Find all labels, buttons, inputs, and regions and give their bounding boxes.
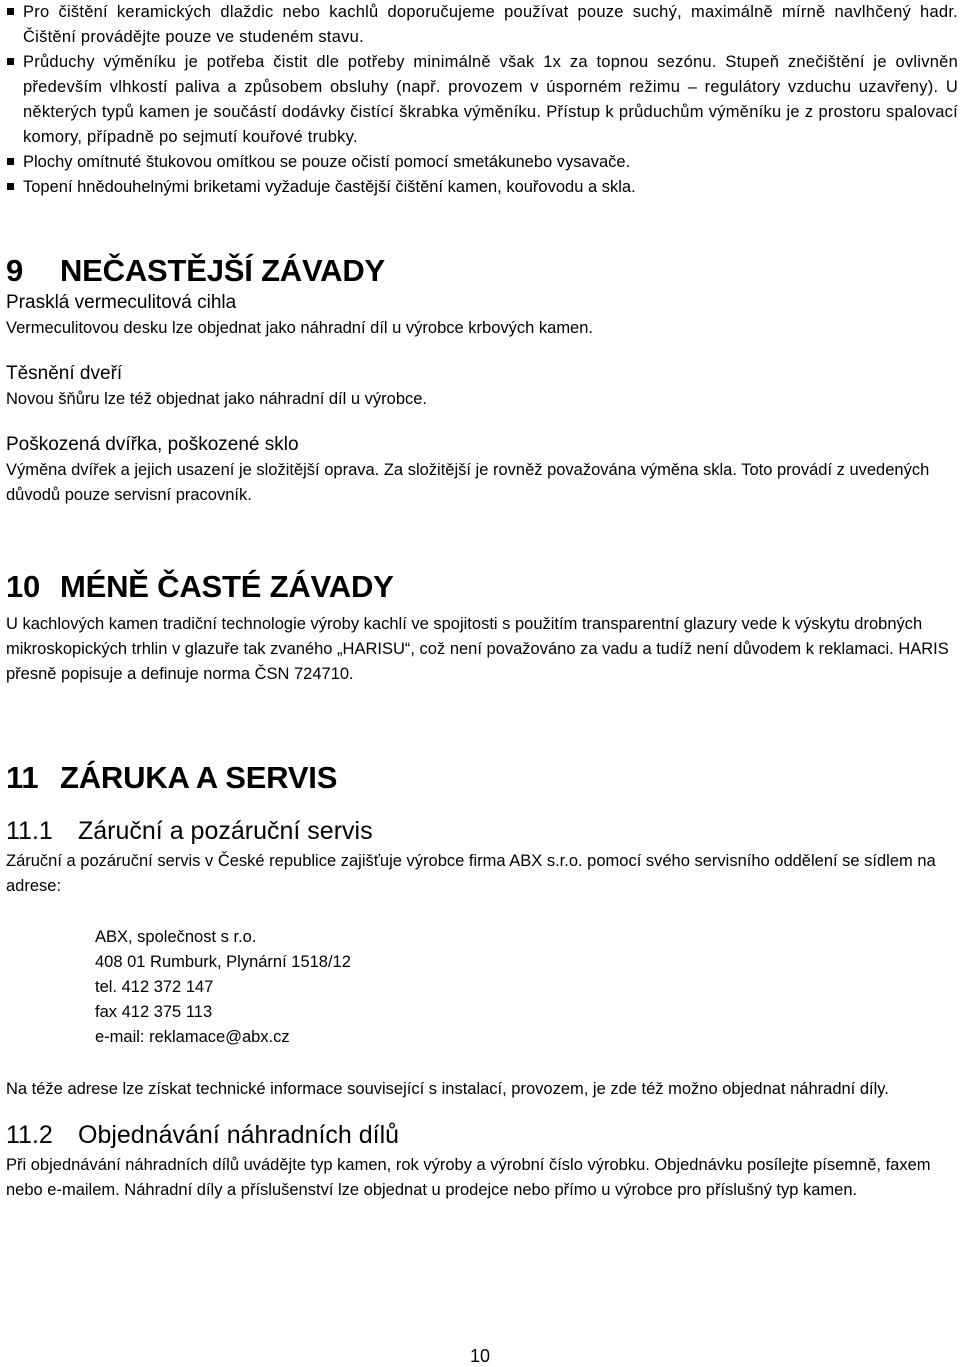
defect-text: Výměna dvířek a jejich usazení je složitější oprava. Za složitější je rovněž považována výměna skla. Toto provádí z uvedených důvodů pouze servisní pracovník.: [6, 461, 930, 504]
address-line: fax 412 375 113: [95, 1003, 213, 1021]
service-address: [6, 925, 958, 1050]
document-page: [6, 0, 958, 1203]
address-line: ABX, společnost s r.o.: [95, 928, 257, 946]
defect-heading: Poškozená dvířka, poškozené sklo: [6, 434, 299, 455]
section-11-number: 11: [6, 760, 39, 795]
page-number: 10: [469, 1346, 491, 1366]
spare-parts-text: Při objednávání náhradních dílů uvádějte typ kamen, rok výroby a výrobní číslo výrobku. Objednávku posílejte písemně, faxem nebo e-mailem. Náhradní díly a příslušenství lze objednat u prodejce nebo přímo u výrobce pro příslušný typ kamen.: [6, 1156, 931, 1199]
bullet-item: Průduchy výměníku je potřeba čistit dle potřeby minimálně však 1x za topnou sezónu. Stupeň znečištění je ovlivněn především vlhkostí paliva a způsobem obsluhy (např. provozem v úsporném režimu – regulátory vzduchu uzavřeny). U některých typů kamen je součástí dodávky čistící škrabka výměníku. Přístup k průduchům výměníku je z prostoru spalovací komory, případně po sejmutí kouřové trubky.: [6, 50, 958, 150]
section-9-number: 9: [6, 253, 24, 288]
address-line: e-mail: reklamace@abx.cz: [95, 1028, 290, 1046]
section-9-heading: [6, 252, 958, 290]
service-outro: Na téže adrese lze získat technické informace související s instalací, provozem, je zde též možno objednat náhradní díly.: [6, 1080, 889, 1098]
defect-heading: Těsnění dveří: [6, 363, 123, 384]
subsection-11-2-title: Objednávání náhradních dílů: [78, 1121, 400, 1149]
subsection-11-1-number: 11.1: [6, 817, 53, 845]
defect-text: Vermeculitovou desku lze objednat jako náhradní díl u výrobce krbových kamen.: [6, 319, 593, 337]
section-10-number: 10: [6, 569, 41, 604]
subsection-11-1-title: Záruční a pozáruční servis: [78, 817, 373, 845]
section-11-heading: [6, 759, 958, 797]
bullet-item: Pro čištění keramických dlaždic nebo kachlů doporučujeme používat pouze suchý, maximálně mírně navlhčený hadr. Čištění provádějte pouze ve studeném stavu.: [6, 0, 958, 50]
bullet-item: Topení hnědouhelnými briketami vyžaduje častější čištění kamen, kouřovodu a skla.: [6, 175, 958, 200]
subsection-11-2-heading: [6, 1119, 958, 1151]
defect-heading: Prasklá vermeculitová cihla: [6, 292, 237, 313]
address-line: 408 01 Rumburk, Plynární 1518/12: [95, 953, 351, 971]
section-10-heading: [6, 568, 958, 606]
service-intro: Záruční a pozáruční servis v České republice zajišťuje výrobce firma ABX s.r.o. pomocí svého servisního oddělení se sídlem na adrese:: [6, 852, 936, 895]
address-line: tel. 412 372 147: [95, 978, 214, 996]
bullet-item: Plochy omítnuté štukovou omítkou se pouze očistí pomocí smetákunebo vysavače.: [6, 150, 958, 175]
subsection-11-1-heading: [6, 815, 958, 847]
section-9-title: NEČASTĚJŠÍ ZÁVADY: [60, 253, 386, 288]
section-10-text: U kachlových kamen tradiční technologie výroby kachlí ve spojitosti s použitím transparentní glazury vede k výskytu drobných mikroskopických trhlin v glazuře tak zvaného „HARISU“, což není považováno za vadu a tudíž není důvodem k reklamaci. HARIS přesně popisuje a definuje norma ČSN 724710.: [6, 615, 949, 683]
cleaning-bullet-list: [6, 0, 958, 200]
subsection-11-2-number: 11.2: [6, 1121, 53, 1149]
section-10-title: MÉNĚ ČASTÉ ZÁVADY: [60, 569, 394, 604]
defect-text: Novou šňůru lze též objednat jako náhradní díl u výrobce.: [6, 390, 428, 408]
section-11-title: ZÁRUKA A SERVIS: [60, 760, 338, 795]
